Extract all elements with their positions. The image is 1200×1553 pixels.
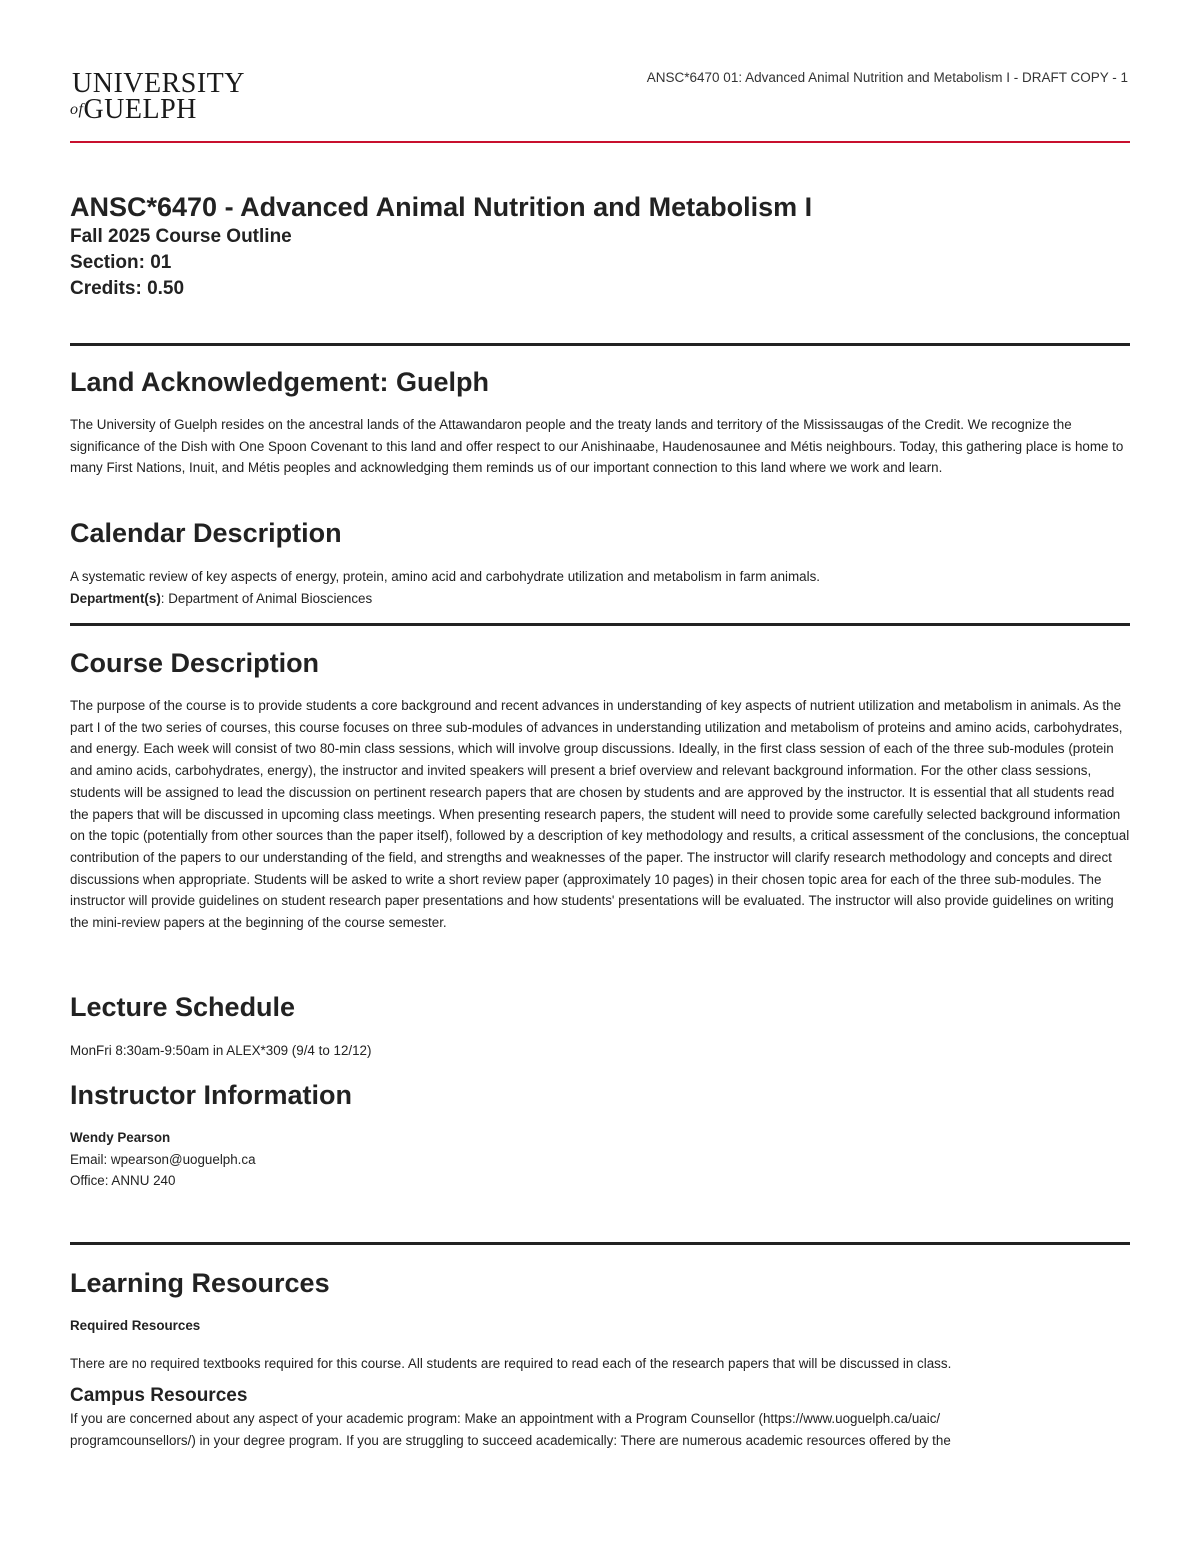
logo-line-university: UNIVERSITY — [72, 68, 245, 99]
header-divider — [70, 141, 1130, 143]
section-divider — [70, 1242, 1130, 1245]
instructor-section — [70, 1078, 1130, 1192]
running-head: ANSC*6470 01: Advanced Animal Nutrition and Metabolism I - DRAFT COPY - 1 — [646, 70, 1128, 85]
instructor-name: Wendy Pearson — [70, 1130, 171, 1145]
course-section: Section: 01 — [70, 252, 172, 273]
schedule-heading: Lecture Schedule — [70, 992, 296, 1022]
resources-heading: Learning Resources — [70, 1268, 330, 1298]
course-desc-body: The purpose of the course is to provide students a core background and recent advances in understanding of key aspects of nutrient utilization and metabolism in animals. As the part I of the two series of courses, this course focuses on three sub-modules of advances in understanding utilization and metabolism of proteins and amino acids, carbohydrates, and energy. Each week will consist of two 80-min class sessions, which will involve group discussions. Ideally, in the first class session of each of the three sub-modules (protein and amino acids, carbohydrates, energy), the instructor and invited speakers will present a brief overview and relevant background information. For the other class sessions, students will be assigned to lead the discussion on pertinent research papers that are chosen by students and are approved by the instructor. It is essential that all students read the papers that will be discussed in upcoming class meetings. When presenting research papers, the student will need to provide some carefully selected background information on the topic (potentially from other sources than the paper itself), followed by a description of key methodology and results, a critical assessment of the conclusions, the conceptual contribution of the papers to our understanding of the field, and strengths and weaknesses of the paper. The instructor will clarify research methodology and concepts and direct discussions when appropriate. Students will be asked to write a short review paper (approximately 10 pages) in their chosen topic area for each of the three sub-modules. The instructor will provide guidelines on student research paper presentations and how students' presentations will be evaluated. The instructor will also provide guidelines on writing the mini-review papers at the beginning of the course semester. — [70, 698, 1130, 931]
calendar-heading: Calendar Description — [70, 518, 342, 548]
required-resources-body: There are no required textbooks required for this course. All students are required to read each of the research papers that will be discussed in class. — [70, 1355, 952, 1371]
section-divider — [70, 623, 1130, 626]
university-logo — [70, 68, 245, 125]
land-acknowledgement-section — [70, 365, 1130, 479]
department-label: Department(s) — [70, 590, 161, 606]
department-line — [70, 588, 1130, 610]
logo-guelph: GUELPH — [83, 94, 197, 125]
campus-resources-line-2: programcounsellors/) in your degree program. If you are struggling to succeed academically: There are numerous academic resources offered by the — [70, 1433, 951, 1449]
course-term: Fall 2025 Course Outline — [70, 226, 292, 247]
calendar-description-section — [70, 516, 1130, 609]
learning-resources-section — [70, 1266, 1130, 1452]
section-divider — [70, 343, 1130, 346]
course-desc-heading: Course Description — [70, 648, 320, 678]
campus-resources-line-1: If you are concerned about any aspect of your academic program: Make an appointment with a Program Counsellor (https://www.uoguelph.ca/uaic/ — [70, 1411, 941, 1427]
instructor-heading: Instructor Information — [70, 1080, 352, 1110]
land-ack-body: The University of Guelph resides on the ancestral lands of the Attawandaron people and the treaty lands and territory of the Mississaugas of the Credit. We recognize the significance of the Dish with One Spoon Covenant to this land and offer respect to our Anishinaabe, Haudenosaunee and Métis neighbours. Today, this gathering place is home to many First Nations, Inuit, and Métis peoples and acknowledging them reminds us of our important connection to this land where we work and learn. — [70, 417, 1124, 476]
lecture-schedule-section — [70, 990, 1130, 1062]
required-resources-label: Required Resources — [70, 1318, 201, 1333]
page-header — [70, 66, 1130, 126]
instructor-email[interactable]: Email: wpearson@uoguelph.ca — [70, 1151, 256, 1167]
department-value: : Department of Animal Biosciences — [160, 590, 373, 606]
course-credits: Credits: 0.50 — [70, 278, 185, 299]
course-description-section — [70, 646, 1130, 934]
logo-line-guelph — [70, 96, 197, 124]
land-ack-heading: Land Acknowledgement: Guelph — [70, 367, 490, 397]
course-title-block — [70, 190, 1130, 302]
campus-resources-heading: Campus Resources — [70, 1385, 248, 1407]
course-title: ANSC*6470 - Advanced Animal Nutrition and Metabolism I — [70, 192, 813, 222]
schedule-body: MonFri 8:30am-9:50am in ALEX*309 (9/4 to 12/12) — [70, 1043, 372, 1058]
calendar-body: A systematic review of key aspects of energy, protein, amino acid and carbohydrate utilization and metabolism in farm animals. — [70, 569, 820, 584]
instructor-office: Office: ANNU 240 — [70, 1173, 176, 1189]
logo-of: of — [70, 101, 84, 118]
